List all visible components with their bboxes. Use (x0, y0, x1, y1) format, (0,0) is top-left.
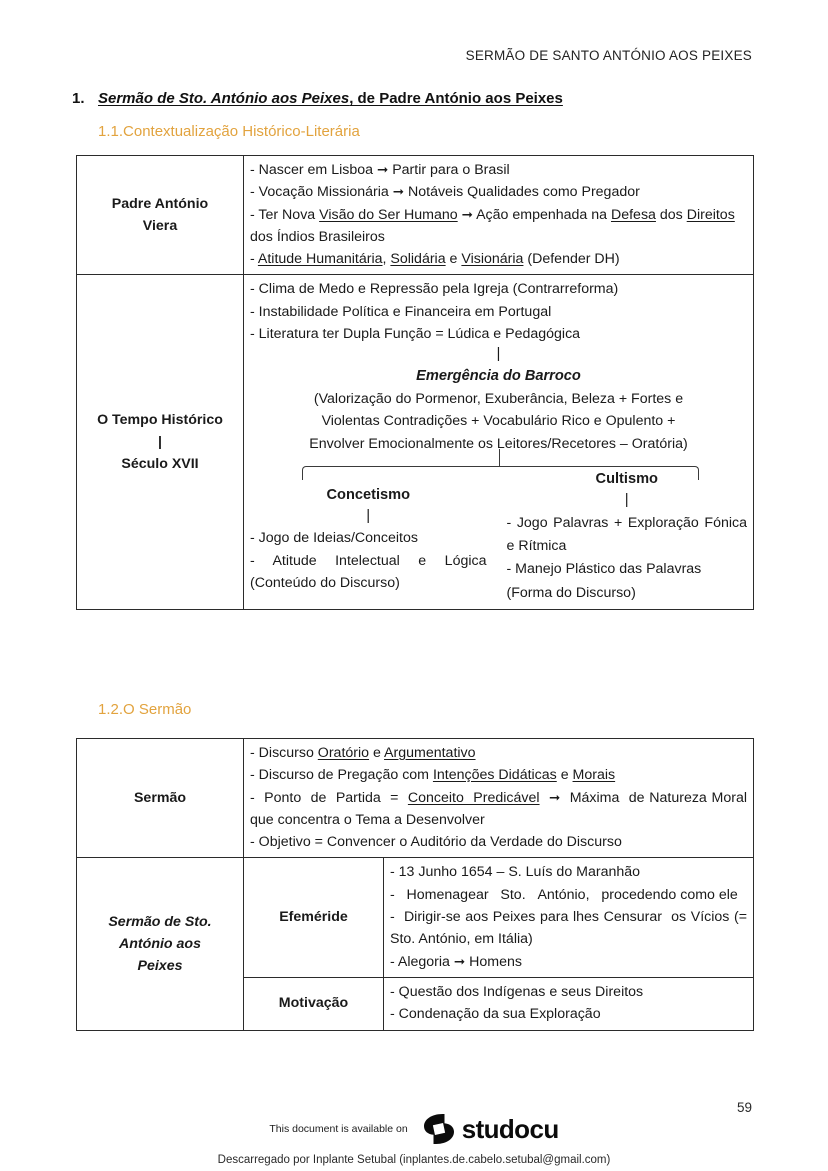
bullet-line: - Vocação Missionária ➞ Notáveis Qualidades como Pregador (250, 184, 640, 201)
emergence-title: Emergência do Barroco (416, 367, 581, 384)
studocu-logo (422, 1113, 559, 1145)
bracket-shape (302, 466, 699, 480)
heading-1 (72, 90, 752, 107)
bullet-line: - Homenagear Sto. António, procedendo como ele (390, 886, 738, 903)
branch-columns (250, 471, 747, 605)
bullet-line: - Discurso Oratório e Argumentativo (250, 745, 476, 761)
emergence-line: Envolver Emocionalmente os Leitores/Recetores – Oratória) (309, 435, 688, 452)
bullet-line: - 13 Junho 1654 – S. Luís do Maranhão (390, 864, 641, 881)
bullet-line: - Discurso de Pregação com Intenções Didáticas e Morais (250, 767, 616, 784)
cell-label-sermao: Sermão (77, 739, 244, 858)
branch-line: - Atitude Intelectual e Lógica (250, 552, 487, 569)
cell-label-sermao-sto-antonio (77, 858, 244, 1030)
bullet-line: - Questão dos Indígenas e seus Direitos (390, 983, 644, 1000)
running-header: SERMÃO DE SANTO ANTÓNIO AOS PEIXES (465, 48, 752, 63)
heading-1-2: 1.2.O Sermão (98, 701, 192, 718)
bullet-line: - Nascer em Lisboa ➞ Partir para o Brasil (250, 162, 510, 178)
label-line-2: Viera (142, 217, 178, 234)
right-arrow-icon: ➞ (392, 184, 405, 201)
studocu-brand-line (0, 1113, 828, 1145)
label-line-1: Padre António (111, 195, 209, 212)
table-contextualizacao (76, 155, 754, 610)
right-arrow-icon: ➞ (461, 206, 473, 223)
branch-title: Cultismo (595, 471, 658, 488)
right-arrow-icon: ➞ (548, 789, 561, 806)
bullet-line: - Objetivo = Convencer o Auditório da Verdade do Discurso (250, 834, 622, 851)
cell-label-tempo-historico (77, 275, 244, 609)
label-line-2: Século XVII (121, 455, 199, 472)
label-line-3: Peixes (137, 957, 183, 974)
table-row (77, 275, 754, 609)
studocu-wordmark: studocu (461, 1113, 559, 1144)
emergence-line: Violentas Contradições + Vocabulário Rico e Opulento + (321, 413, 676, 430)
bullet-line: - Dirigir-se aos Peixes para lhes Censurar os Vícios (= Sto. António, em Itália) (390, 909, 748, 948)
bullet-line: - Alegoria ➞ Homens (390, 953, 522, 970)
right-arrow-icon: ➞ (453, 953, 466, 970)
document-footer (0, 1113, 828, 1166)
label-line-1: O Tempo Histórico (97, 411, 223, 428)
table-row (77, 858, 754, 977)
bullet-line: - Ponto de Partida = Conceito Predicável ➞ Máxima de Natureza Moral que concentra o Tema a Desenvolver (250, 789, 748, 828)
branch-line: (Conteúdo do Discurso) (250, 575, 400, 592)
cell-label-motivacao: Motivação (244, 977, 384, 1030)
bracket-stem (499, 449, 500, 467)
branch-concetismo (250, 486, 499, 605)
branch-title: Concetismo (326, 487, 411, 504)
label-pipe: | (158, 433, 162, 450)
cell-body-tempo-historico (244, 275, 754, 609)
page-number: 59 (736, 1100, 752, 1115)
table-row (77, 156, 754, 275)
heading-1-title-rest: , de Padre António aos Peixes (349, 90, 563, 107)
bullet-line: - Ter Nova Visão do Ser Humano ➞ Ação empenhada na Defesa dos Direitos dos Índios Brasileiros (250, 206, 735, 245)
branch-bracket (250, 458, 747, 484)
table-o-sermao (76, 738, 754, 1031)
cell-body-sermao (244, 739, 754, 858)
label-line-1: Sermão de Sto. (108, 913, 212, 930)
cell-body-motivacao (384, 977, 754, 1030)
bullet-line: - Clima de Medo e Repressão pela Igreja (Contrarreforma) (250, 281, 619, 298)
branch-pipe: | (624, 491, 629, 509)
branch-line: - Manejo Plástico das Palavras (506, 561, 702, 578)
branch-line: - Jogo Palavras + Exploração Fónica e Rítmica (506, 514, 747, 554)
right-arrow-icon: ➞ (376, 162, 389, 178)
label-line-2: António aos (119, 935, 201, 952)
cell-body-padre-antonio-viera (244, 156, 754, 275)
available-on-text: This document is available on (269, 1123, 408, 1135)
bullet-line: - Literatura ter Dupla Função = Lúdica e Pedagógica (250, 326, 581, 343)
branch-line: (Forma do Discurso) (506, 585, 636, 602)
branch-line: - Jogo de Ideias/Conceitos (250, 529, 418, 546)
branch-cultismo (499, 471, 748, 605)
download-attribution: Descarregado por Inplante Setubal (inplantes.de.cabelo.setubal@gmail.com) (217, 1154, 611, 1166)
cell-label-padre-antonio-viera (77, 156, 244, 275)
heading-1-number: 1. (72, 90, 85, 107)
emergence-line: (Valorização do Pormenor, Exuberância, Beleza + Fortes e (313, 390, 684, 407)
heading-1-title-italic: Sermão de Sto. António aos Peixes (98, 90, 350, 107)
studocu-s-icon (422, 1113, 456, 1145)
heading-1-1: 1.1.Contextualização Histórico-Literária (98, 123, 360, 140)
bullet-line: - Atitude Humanitária, Solidária e Visionária (Defender DH) (250, 251, 620, 268)
branch-pipe: | (366, 507, 371, 525)
cell-label-efemeride: Efeméride (244, 858, 384, 977)
bullet-line: - Instabilidade Política e Financeira em Portugal (250, 303, 552, 320)
bullet-line: - Condenação da sua Exploração (390, 1006, 601, 1023)
connector-pipe: | (496, 345, 501, 363)
table-row (77, 739, 754, 858)
cell-body-efemeride (384, 858, 754, 977)
heading-1-text (98, 90, 563, 107)
